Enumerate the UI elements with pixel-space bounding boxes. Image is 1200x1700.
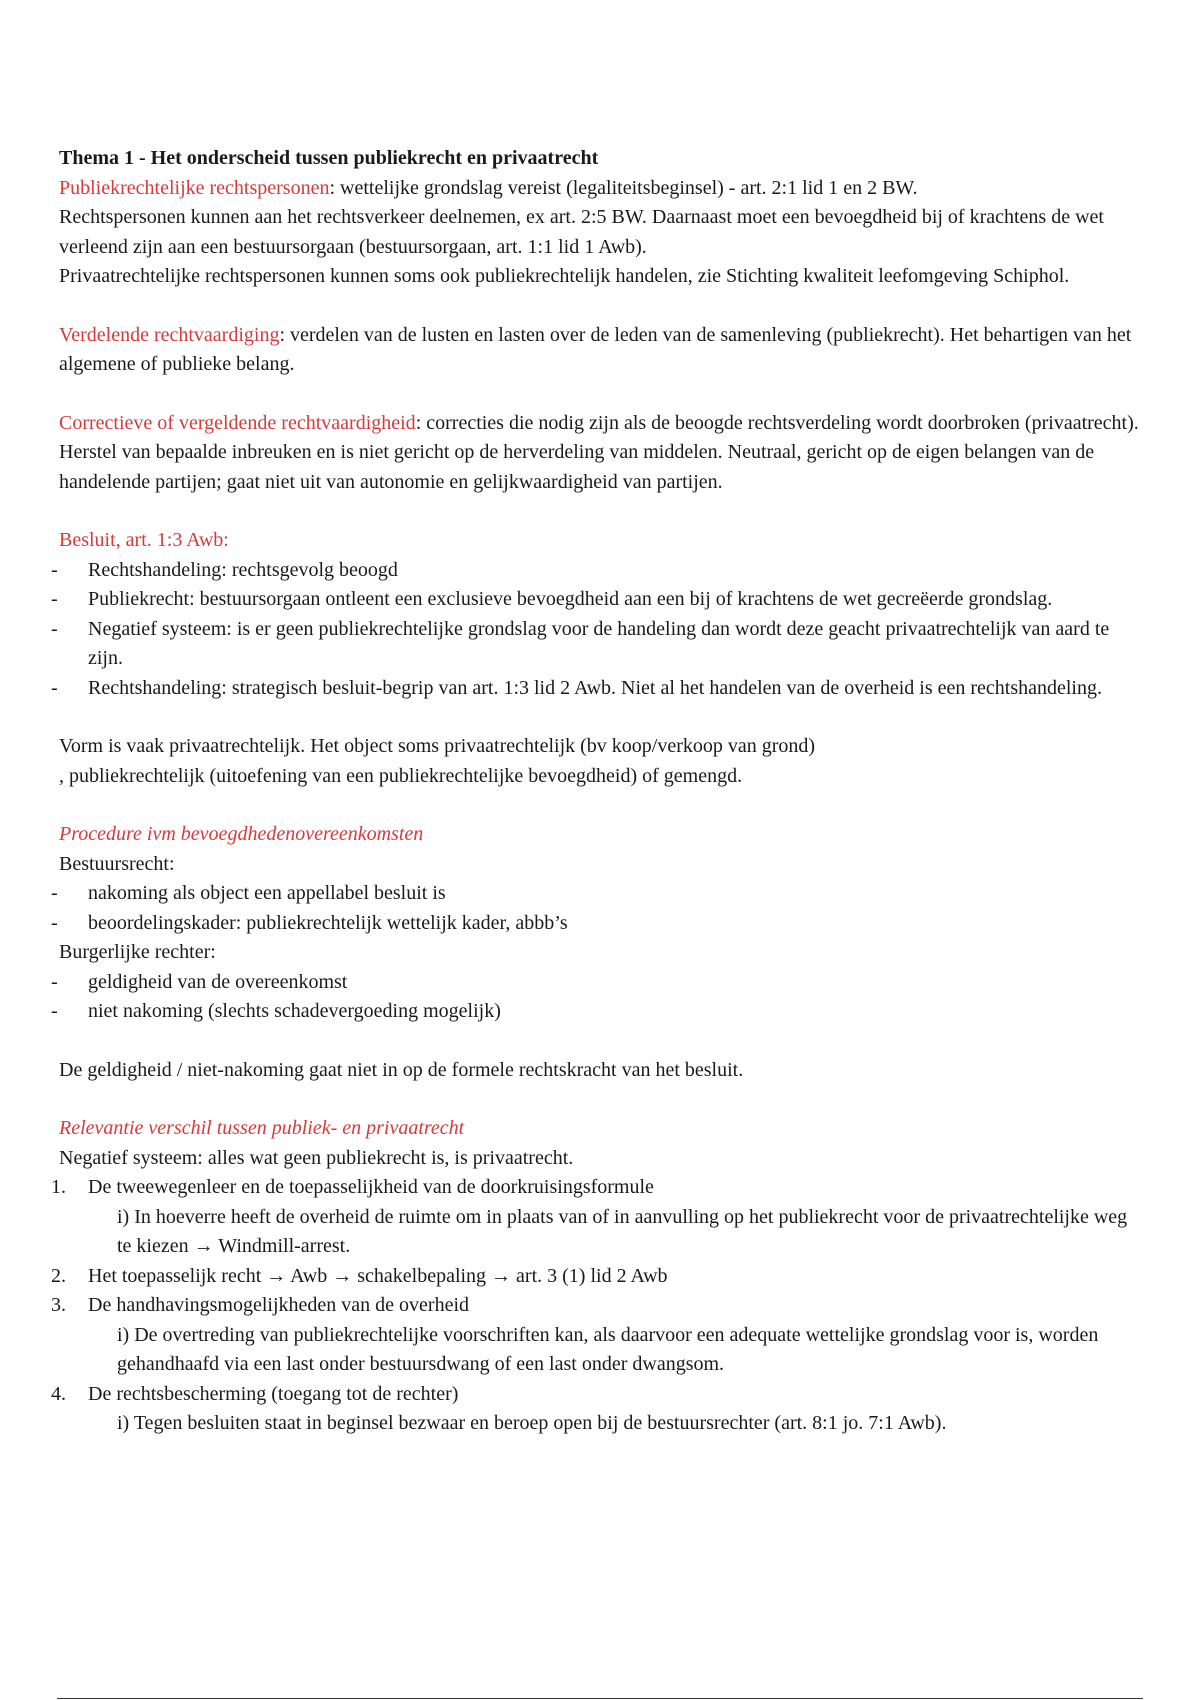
numbered-item: [51, 1173, 1145, 1203]
bullet-dash: -: [51, 588, 58, 610]
spacer: [59, 380, 1145, 409]
paragraph-verdelende-rechtvaardiging: [59, 321, 1145, 380]
paragraph-vorm-line1: Vorm is vaak privaatrechtelijk. Het object soms privaatrechtelijk (bv koop/verkoop van grond): [59, 735, 816, 757]
term-correctieve-rechtvaardigheid: Correctieve of vergeldende rechtvaardigheid: [59, 411, 416, 434]
bullet-dash: -: [51, 1000, 58, 1022]
list-item-text: niet nakoming (slechts schadevergoeding mogelijk): [88, 1000, 501, 1022]
label-burgerlijke-rechter: Burgerlijke rechter:: [59, 941, 216, 963]
paragraph-rechtspersonen: Rechtspersonen kunnen aan het rechtsverkeer deelnemen, ex art. 2:5 BW. Daarnaast moet een bevoegdheid bij of krachtens de wet verleend zijn aan een bestuursorgaan (bestuursorgaan, art. 1:1 lid 1 Awb).: [59, 206, 1104, 258]
paragraph-correctieve-rechtvaardigheid: [59, 409, 1145, 498]
heading-besluit: Besluit, art. 1:3 Awb:: [59, 529, 229, 551]
numbered-item-text: De handhavingsmogelijkheden van de overheid: [88, 1294, 469, 1316]
item-number: 1.: [51, 1176, 66, 1198]
bullet-dash: -: [51, 970, 58, 993]
item-number: 4.: [51, 1382, 66, 1405]
term-verdelende-rechtvaardiging: Verdelende rechtvaardiging: [59, 323, 280, 346]
sub-item: i) De overtreding van publiekrechtelijke voorschriften kan, als daarvoor een adequate wettelijke grondslag voor is, worden gehandhaafd via een last onder bestuursdwang of een last onder dwangsom.: [117, 1323, 1099, 1375]
numbered-item: [51, 1291, 1145, 1321]
list-item: [51, 615, 1145, 674]
sub-item: i) Tegen besluiten staat in beginsel bezwaar en beroep open bij de bestuursrechter (art. 8:1 jo. 7:1 Awb).: [117, 1412, 947, 1434]
paragraph-publiekrechtelijke-rechtspersonen: [59, 174, 1145, 204]
paragraph-vorm-line2: , publiekrechtelijk (uitoefening van een publiekrechtelijke bevoegdheid) of gemengd.: [59, 764, 743, 787]
bullet-dash: -: [51, 676, 58, 699]
list-item: [51, 879, 1145, 909]
document-body: [51, 144, 1145, 1439]
spacer: [59, 791, 1145, 820]
list-item: [51, 968, 1145, 998]
list-item: [51, 585, 1145, 615]
numbered-item-text: Het toepasselijk recht → Awb → schakelbepaling → art. 3 (1) lid 2 Awb: [88, 1264, 668, 1287]
heading-relevantie: Relevantie verschil tussen publiek- en privaatrecht: [59, 1117, 465, 1139]
paragraph-geldigheid: De geldigheid / niet-nakoming gaat niet in op de formele rechtskracht van het besluit.: [59, 1058, 744, 1081]
list-item-text: nakoming als object een appellabel besluit is: [88, 882, 446, 904]
footer-rule: [57, 1698, 1143, 1699]
term-publiekrechtelijke-rechtspersonen: Publiekrechtelijke rechtspersonen: [59, 176, 330, 199]
item-number: 2.: [51, 1264, 66, 1287]
numbered-item-text: De tweewegenleer en de toepasselijkheid van de doorkruisingsformule: [88, 1176, 654, 1198]
list-item: [51, 674, 1145, 704]
list-item: [51, 909, 1145, 939]
list-item-text: geldigheid van de overeenkomst: [88, 970, 348, 993]
bullet-dash: -: [51, 911, 58, 934]
numbered-item: [51, 1262, 1145, 1292]
label-bestuursrecht: Bestuursrecht:: [59, 852, 175, 875]
spacer: [59, 292, 1145, 321]
item-number: 3.: [51, 1294, 66, 1316]
numbered-item: [51, 1380, 1145, 1410]
list-item-text: beoordelingskader: publiekrechtelijk wettelijk kader, abbb’s: [88, 911, 568, 934]
paragraph-privaatrechtelijke-rechtspersonen: Privaatrechtelijke rechtspersonen kunnen soms ook publiekrechtelijk handelen, zie Stichting kwaliteit leefomgeving Schiphol.: [59, 265, 1070, 287]
list-item: [51, 556, 1145, 586]
definition-text: : verdelen van de lusten en lasten over de leden van de samenleving (publiekrecht). Het behartigen van het algemene of publieke belang.: [59, 323, 1132, 375]
heading-procedure: Procedure ivm bevoegdhedenovereenkomsten: [59, 823, 424, 845]
bullet-dash: -: [51, 558, 58, 581]
list-item-text: Rechtshandeling: rechtsgevolg beoogd: [88, 558, 398, 581]
bullet-dash: -: [51, 617, 58, 640]
bullet-dash: -: [51, 882, 58, 904]
paragraph-negatief-systeem: Negatief systeem: alles wat geen publiekrecht is, is privaatrecht.: [59, 1146, 574, 1169]
list-item-text: Rechtshandeling: strategisch besluit-begrip van art. 1:3 lid 2 Awb. Niet al het handelen van de overheid is een rechtshandeling.: [88, 676, 1102, 699]
document-title: Thema 1 - Het onderscheid tussen publiekrecht en privaatrecht: [59, 147, 599, 169]
definition-text: : wettelijke grondslag vereist (legaliteitsbeginsel) - art. 2:1 lid 1 en 2 BW.: [329, 176, 918, 199]
sub-item: i) In hoeverre heeft de overheid de ruimte om in plaats van of in aanvulling op het publiekrecht voor de privaatrechtelijke weg te kiezen → Windmill-arrest.: [117, 1205, 1128, 1257]
spacer: [59, 1085, 1145, 1114]
definition-text: : correcties die nodig zijn als de beoogde rechtsverdeling wordt doorbroken (privaatrecht). Herstel van bepaalde inbreuken en is niet gericht op de herverdeling van middelen. Neutraal, gericht op de eigen belangen van de handelende partijen; gaat niet uit van autonomie en gelijkwaardigheid van partijen.: [59, 411, 1139, 493]
spacer: [59, 703, 1145, 732]
list-item-text: Negatief systeem: is er geen publiekrechtelijke grondslag voor de handeling dan wordt deze geacht privaatrechtelijk van aard te zijn.: [88, 617, 1110, 669]
list-item: [51, 997, 1145, 1027]
list-item-text: Publiekrecht: bestuursorgaan ontleent een exclusieve bevoegdheid aan een bij of krachtens de wet gecreëerde grondslag.: [88, 588, 1053, 610]
spacer: [59, 1027, 1145, 1056]
spacer: [59, 497, 1145, 526]
numbered-item-text: De rechtsbescherming (toegang tot de rechter): [88, 1382, 459, 1405]
